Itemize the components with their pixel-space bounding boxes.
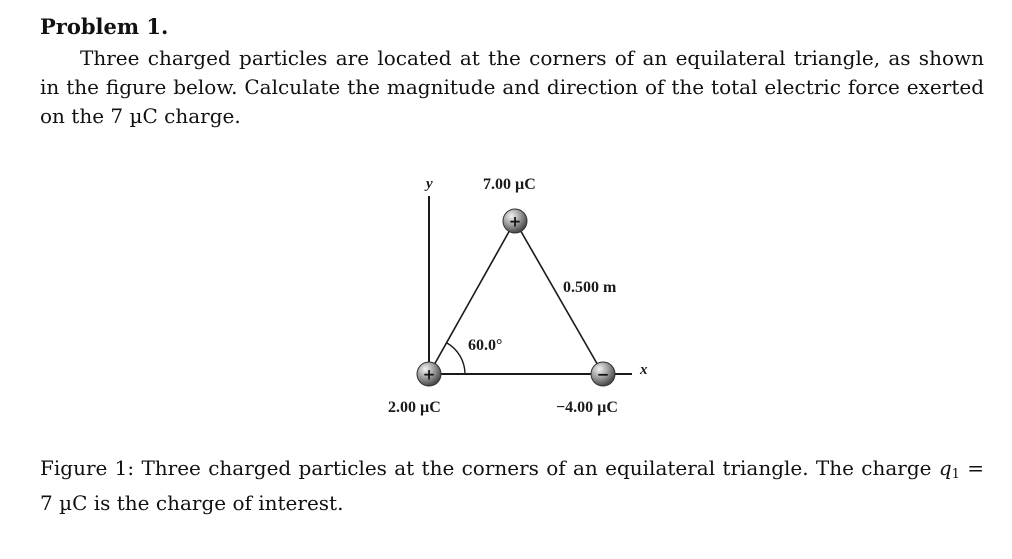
side-length-label: 0.500 m <box>563 279 617 296</box>
figure-caption <box>40 454 984 518</box>
caption-prefix: Figure 1: Three charged particles at the corners of an equilateral triangle. The charge <box>40 456 939 480</box>
caption-variable-subscript: 1 <box>951 467 960 482</box>
top-charge-sign: + <box>508 212 522 231</box>
angle-label: 60.0° <box>468 337 503 354</box>
problem-statement-part1: Three charged particles are located at the corners of an equilateral triangle, as shown in the figure below. Calculate the magnitude and direction of the total electric force exerted on the <box>40 46 984 128</box>
right-charge-sign: − <box>596 365 610 384</box>
top-charge-label: 7.00 µC <box>483 176 536 193</box>
angle-arc <box>447 343 465 374</box>
caption-variable: q <box>938 456 952 480</box>
figure-drawing <box>370 170 670 430</box>
left-charge-label: 2.00 µC <box>388 399 441 416</box>
caption-suffix: is the charge of interest. <box>87 491 344 515</box>
problem-title: Problem 1. <box>40 14 169 39</box>
caption-equals: = 7 µC <box>40 456 984 515</box>
x-axis-label: x <box>640 362 648 378</box>
problem-statement-charge: 7 µC <box>110 104 158 128</box>
triangle-right-side <box>515 221 603 374</box>
left-charge-sign: + <box>422 365 436 384</box>
charge-triangle-figure <box>370 170 670 430</box>
problem-statement <box>40 44 984 131</box>
y-axis-label: y <box>426 176 433 192</box>
problem-statement-part2: charge. <box>157 104 241 128</box>
right-charge-label: −4.00 µC <box>556 399 618 416</box>
